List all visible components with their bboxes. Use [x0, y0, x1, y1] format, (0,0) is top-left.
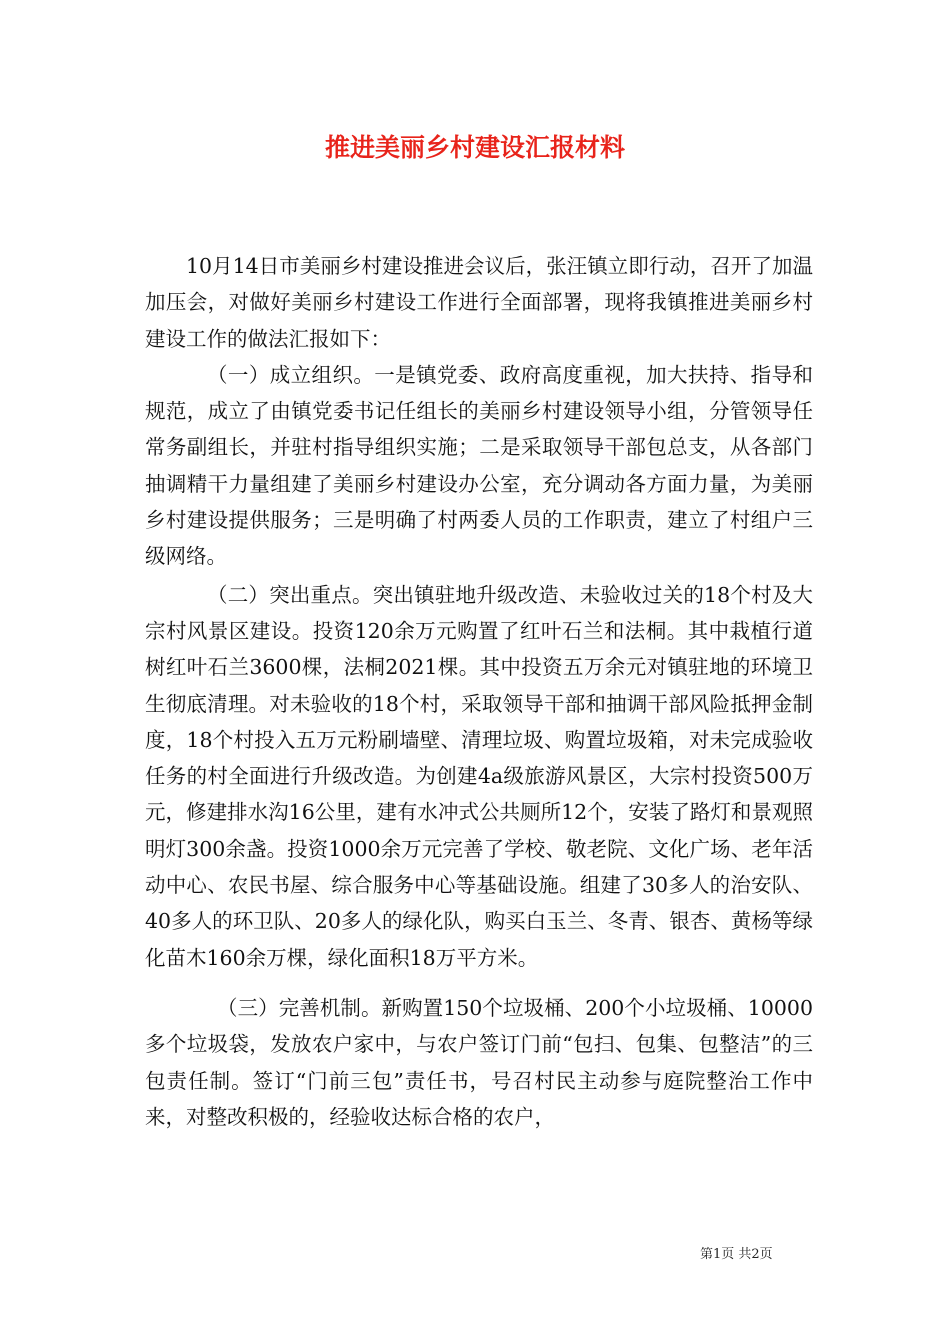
section-3-paragraph: （三）完善机制。新购置150个垃圾桶、200个小垃圾桶、10000多个垃圾袋，发放农户家中，与农户签订门前“包扫、包集、包整洁”的三包责任制。签订“门前三包”责任书，号召村民主动参与庭院整治工作中来，对整改积极的，经验收达标合格的农户， — [145, 995, 813, 1129]
document-body — [145, 248, 813, 1135]
intro-paragraph: 10月14日市美丽乡村建设推进会议后，张汪镇立即行动，召开了加温加压会，对做好美丽乡村建设工作进行全面部署，现将我镇推进美丽乡村建设工作的做法汇报如下： — [145, 254, 813, 351]
section-2-paragraph: （二）突出重点。突出镇驻地升级改造、未验收过关的18个村及大宗村风景区建设。投资120余万元购置了红叶石兰和法桐。其中栽植行道树红叶石兰3600棵，法桐2021棵。其中投资五万余元对镇驻地的环境卫生彻底清理。对未验收的18个村，采取领导干部和抽调干部风险抵押金制度，18个村投入五万元粉刷墙壁、清理垃圾、购置垃圾箱，对未完成验收任务的村全面进行升级改造。为创建4a级旅游风景区，大宗村投资500万元，修建排水沟16公里，建有水冲式公共厕所12个，安装了路灯和景观照明灯300余盏。投资1000余万元完善了学校、敬老院、文化广场、老年活动中心、农民书屋、综合服务中心等基础设施。组建了30多人的治安队、40多人的环卫队、20多人的绿化队，购买白玉兰、冬青、银杏、黄杨等绿化苗木160余万棵，绿化面积18万平方米。 — [145, 582, 813, 970]
page-number-footer: 第1页 共2页 — [700, 1247, 773, 1262]
section-1-paragraph: （一）成立组织。一是镇党委、政府高度重视，加大扶持、指导和规范，成立了由镇党委书记任组长的美丽乡村建设领导小组，分管领导任常务副组长，并驻村指导组织实施；二是采取领导干部包总支，从各部门抽调精干力量组建了美丽乡村建设办公室，充分调动各方面力量，为美丽乡村建设提供服务；三是明确了村两委人员的工作职责，建立了村组户三级网络。 — [145, 362, 813, 569]
document-title: 推进美丽乡村建设汇报材料 — [324, 133, 625, 162]
